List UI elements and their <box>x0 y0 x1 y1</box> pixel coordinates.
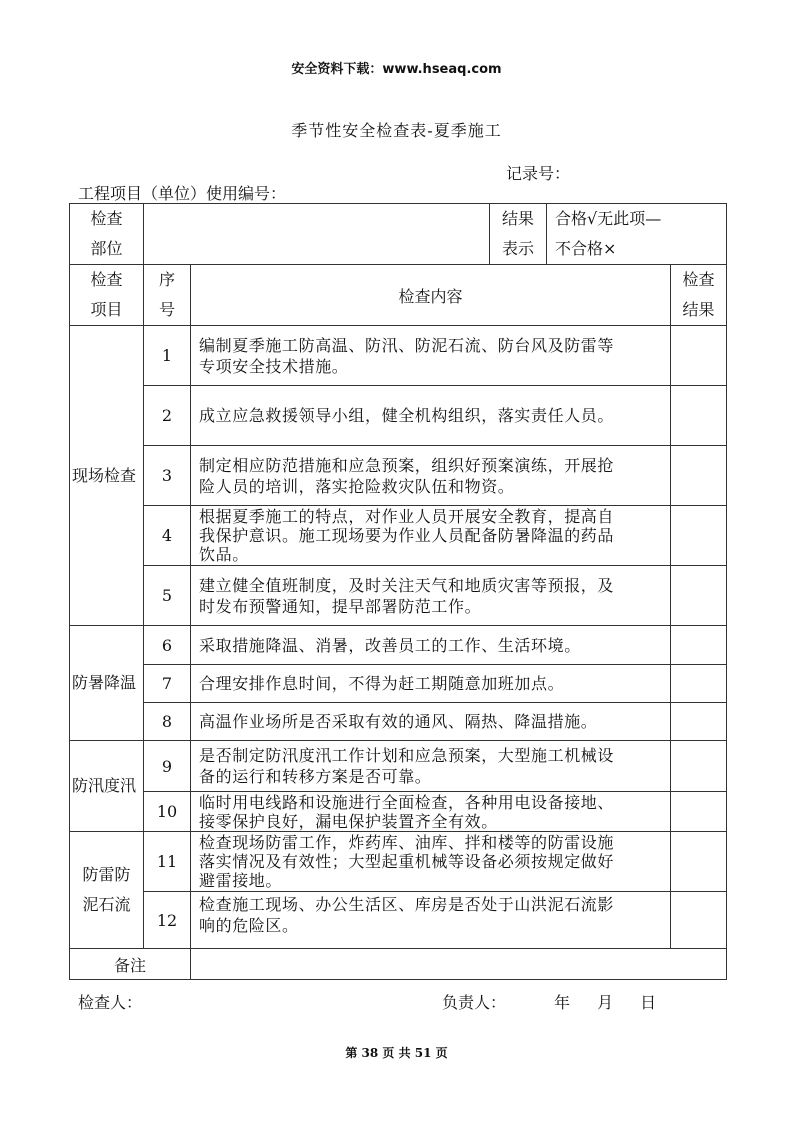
col-result-header: 检查 结果 <box>671 265 727 326</box>
table-row <box>70 665 727 703</box>
row-number: 3 <box>144 446 191 506</box>
inspect-part-value <box>144 204 490 265</box>
row-content: 检查现场防雷工作，炸药库、油库、拌和楼等的防雷设施 落实情况及有效性；大型起重机械等设备必须按规定做好 避雷接地。 <box>191 832 671 892</box>
table-row <box>70 386 727 446</box>
row-result <box>671 506 727 566</box>
row-content: 是否制定防汛度汛工作计划和应急预案，大型施工机械设 备的运行和转移方案是否可靠。 <box>191 741 671 792</box>
row-number: 9 <box>144 741 191 792</box>
remark-label: 备注 <box>70 949 191 980</box>
record-number-label: 记录号： <box>506 164 571 183</box>
row-number: 7 <box>144 665 191 703</box>
table-row <box>70 741 727 792</box>
remark-row <box>70 949 727 980</box>
table-header-row <box>70 265 727 326</box>
row-number: 12 <box>144 892 191 949</box>
inspector-label: 检查人： <box>78 993 143 1012</box>
row-result <box>671 792 727 832</box>
table-row <box>70 832 727 892</box>
row-number: 5 <box>144 566 191 626</box>
row-number: 1 <box>144 326 191 386</box>
row-number: 11 <box>144 832 191 892</box>
row-result <box>671 832 727 892</box>
category-flood: 防汛度汛 <box>70 741 144 832</box>
row-content: 编制夏季施工防高温、防汛、防泥石流、防台风及防雷等 专项安全技术措施。 <box>191 326 671 386</box>
row-content: 采取措施降温、消暑，改善员工的工作、生活环境。 <box>191 626 671 665</box>
table-row <box>70 626 727 665</box>
row-result <box>671 892 727 949</box>
row-number: 6 <box>144 626 191 665</box>
col-item-header: 检查 项目 <box>70 265 144 326</box>
row-content: 高温作业场所是否采取有效的通风、隔热、降温措施。 <box>191 703 671 741</box>
table-row <box>70 892 727 949</box>
row-result <box>671 326 727 386</box>
date-label: 年 月 日 <box>554 993 657 1012</box>
result-legend: 合格√无此项— 不合格× <box>547 204 727 265</box>
table-row <box>70 326 727 386</box>
inspect-part-label: 检查 部位 <box>70 204 144 265</box>
table-meta-row <box>70 204 727 265</box>
row-number: 10 <box>144 792 191 832</box>
category-site: 现场检查 <box>70 326 144 626</box>
row-number: 8 <box>144 703 191 741</box>
row-content: 合理安排作息时间，不得为赶工期随意加班加点。 <box>191 665 671 703</box>
category-heat: 防暑降温 <box>70 626 144 741</box>
row-content: 建立健全值班制度，及时关注天气和地质灾害等预报，及 时发布预警通知，提早部署防范工作。 <box>191 566 671 626</box>
col-content-header: 检查内容 <box>191 265 671 326</box>
row-result <box>671 741 727 792</box>
inspection-table <box>69 203 727 980</box>
category-lightning: 防雷防 泥石流 <box>70 832 144 949</box>
document-title: 季节性安全检查表-夏季施工 <box>291 121 502 140</box>
row-result <box>671 446 727 506</box>
row-content: 临时用电线路和设施进行全面检查，各种用电设备接地、 接零保护良好，漏电保护装置齐全有效。 <box>191 792 671 832</box>
row-result <box>671 703 727 741</box>
row-result <box>671 386 727 446</box>
project-label: 工程项目（单位）使用编号： <box>78 184 287 203</box>
responsible-label: 负责人： <box>442 993 507 1012</box>
table-row <box>70 792 727 832</box>
site-header: 安全资料下载：www.hseaq.com <box>291 62 502 77</box>
row-content: 制定相应防范措施和应急预案，组织好预案演练，开展抢 险人员的培训，落实抢险救灾队伍和物资。 <box>191 446 671 506</box>
result-label: 结果 表示 <box>490 204 547 265</box>
row-content: 检查施工现场、办公生活区、库房是否处于山洪泥石流影 响的危险区。 <box>191 892 671 949</box>
table-row <box>70 703 727 741</box>
table-row <box>70 506 727 566</box>
row-number: 4 <box>144 506 191 566</box>
table-row <box>70 566 727 626</box>
row-result <box>671 566 727 626</box>
page-number: 第 38 页 共 51 页 <box>345 1046 448 1060</box>
row-result <box>671 626 727 665</box>
table-row <box>70 446 727 506</box>
row-content: 根据夏季施工的特点，对作业人员开展安全教育，提高自 我保护意识。施工现场要为作业人员配备防暑降温的药品 饮品。 <box>191 506 671 566</box>
remark-value <box>191 949 727 980</box>
row-number: 2 <box>144 386 191 446</box>
col-no-header: 序 号 <box>144 265 191 326</box>
row-content: 成立应急救援领导小组，健全机构组织，落实责任人员。 <box>191 386 671 446</box>
row-result <box>671 665 727 703</box>
